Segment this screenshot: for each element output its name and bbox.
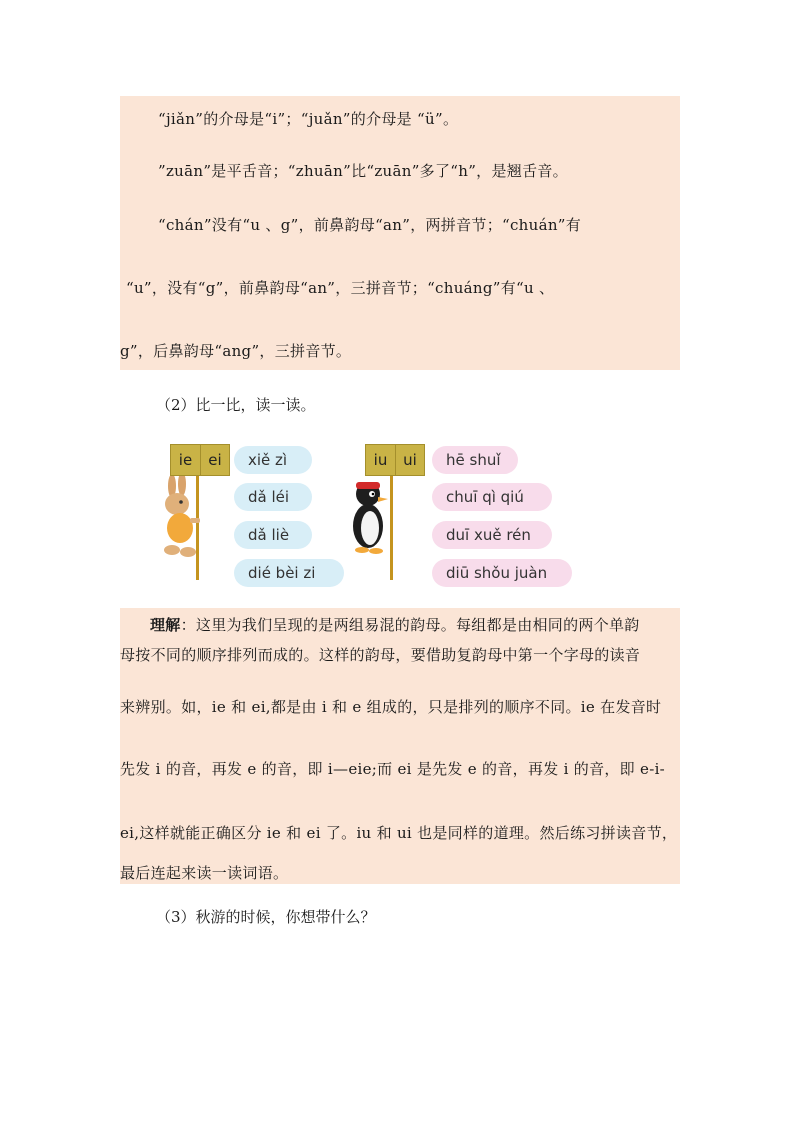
section-heading: （3）秋游的时候，你想带什么？ — [156, 908, 376, 926]
word-pill: hē shuǐ — [432, 446, 518, 474]
sign-right — [365, 444, 425, 476]
text-line: 先发 i 的音，再发 e 的音，即 i—eie;而 ei 是先发 e 的音，再发 i 的音，即 e-i- — [120, 760, 666, 778]
text-line: “u”，没有“g”，前鼻韵母“an”，三拼音节；“chuáng”有“u 、 — [126, 279, 555, 297]
text-line: 来辨别。如，ie 和 ei,都是由 i 和 e 组成的，只是排列的顺序不同。ie 在发音时 — [120, 698, 662, 716]
explanation-block-1 — [120, 96, 680, 370]
text-fragment: ：这里为我们呈现的是两组易混的韵母。每组都是由相同的两个单韵 — [180, 616, 640, 634]
text-line: ”zuān”是平舌音；“zhuān”比“zuān”多了“h”，是翘舌音。 — [158, 162, 568, 180]
rabbit-figure — [150, 476, 210, 564]
sign-left-cell: ie — [178, 451, 193, 469]
word-pill: dǎ léi — [234, 483, 312, 511]
word-pill: diū shǒu juàn — [432, 559, 572, 587]
sign-left-cell: ei — [208, 451, 222, 469]
text-line: 最后连起来读一读词语。 — [120, 864, 289, 882]
text-line: ei,这样就能正确区分 ie 和 ei 了。iu 和 ui 也是同样的道理。然后练习拼读音节， — [120, 824, 678, 842]
penguin-figure — [346, 478, 396, 558]
text-line: 母按不同的顺序排列而成的。这样的韵母，要借助复韵母中第一个字母的读音 — [120, 646, 641, 664]
text-line: g”，后鼻韵母“ang”，三拼音节。 — [120, 342, 352, 360]
sign-right-cell: iu — [373, 451, 388, 469]
section-heading: （2）比一比，读一读。 — [156, 396, 316, 414]
explanation-block-2 — [120, 608, 680, 884]
sign-right-cell: ui — [403, 451, 417, 469]
text-line: “jiǎn”的介母是“i”；“juǎn”的介母是 “ü”。 — [158, 110, 459, 128]
word-pill: dié bèi zi — [234, 559, 344, 587]
word-pill: dǎ liè — [234, 521, 312, 549]
word-pill: duī xuě rén — [432, 521, 552, 549]
word-pill: xiě zì — [234, 446, 312, 474]
sign-left — [170, 444, 230, 476]
text-line — [150, 614, 640, 635]
illustration — [150, 440, 590, 590]
text-line: “chán”没有“u 、g”，前鼻韵母“an”，两拼音节；“chuán”有 — [158, 216, 582, 234]
label-understanding: 理解 — [150, 616, 181, 634]
word-pill: chuī qì qiú — [432, 483, 552, 511]
